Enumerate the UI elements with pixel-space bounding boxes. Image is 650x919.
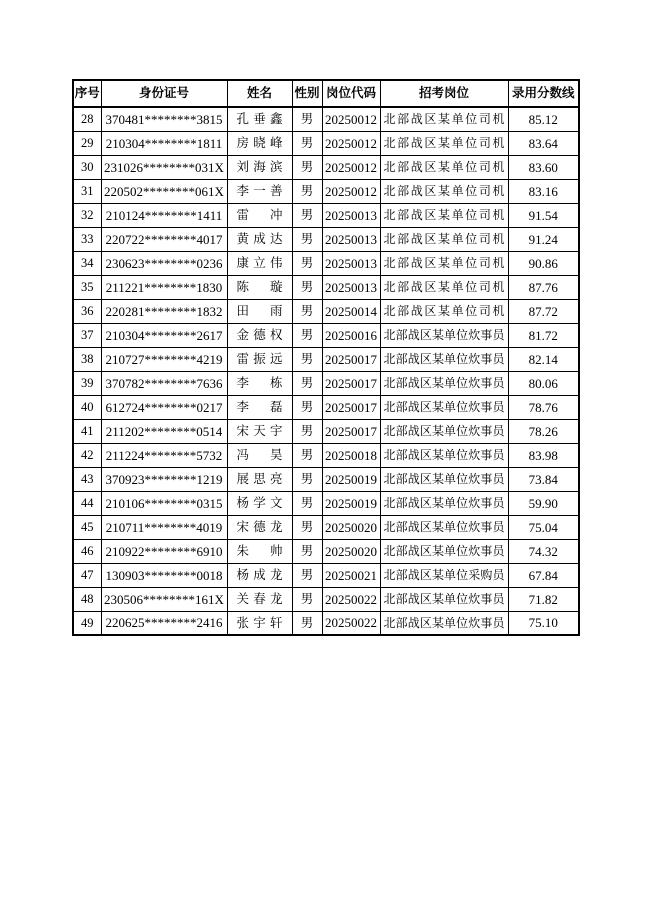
cell-gender: 男 xyxy=(292,419,322,443)
cell-id-number: 130903********0018 xyxy=(101,563,227,587)
cell-post-code: 20250018 xyxy=(322,443,380,467)
table-row xyxy=(73,467,579,491)
cell-id-number: 231026********031X xyxy=(101,155,227,179)
table-body xyxy=(73,107,579,635)
cell-score: 91.54 xyxy=(508,203,579,227)
table-row xyxy=(73,539,579,563)
cell-id-number: 210124********1411 xyxy=(101,203,227,227)
header-index: 序号 xyxy=(73,80,101,107)
cell-index: 31 xyxy=(73,179,101,203)
cell-score: 83.64 xyxy=(508,131,579,155)
cell-name: 关春龙 xyxy=(227,587,292,611)
cell-gender: 男 xyxy=(292,275,322,299)
cell-score: 87.76 xyxy=(508,275,579,299)
cell-name: 田 雨 xyxy=(227,299,292,323)
cell-id-number: 211224********5732 xyxy=(101,443,227,467)
cell-name: 杨学文 xyxy=(227,491,292,515)
cell-post-code: 20250017 xyxy=(322,419,380,443)
cell-post: 北部战区某单位炊事员 xyxy=(380,323,508,347)
cell-post-code: 20250012 xyxy=(322,179,380,203)
cell-id-number: 210922********6910 xyxy=(101,539,227,563)
cell-gender: 男 xyxy=(292,467,322,491)
cell-index: 39 xyxy=(73,371,101,395)
cell-post: 北部战区某单位采购员 xyxy=(380,563,508,587)
table-row xyxy=(73,323,579,347)
cell-post-code: 20250017 xyxy=(322,371,380,395)
cell-gender: 男 xyxy=(292,203,322,227)
cell-post: 北部战区某单位司机 xyxy=(380,227,508,251)
cell-id-number: 220502********061X xyxy=(101,179,227,203)
table-row xyxy=(73,131,579,155)
cell-index: 45 xyxy=(73,515,101,539)
cell-gender: 男 xyxy=(292,395,322,419)
cell-score: 75.10 xyxy=(508,611,579,635)
cell-score: 59.90 xyxy=(508,491,579,515)
cell-score: 87.72 xyxy=(508,299,579,323)
table-row xyxy=(73,275,579,299)
table-row xyxy=(73,371,579,395)
cell-score: 74.32 xyxy=(508,539,579,563)
cell-gender: 男 xyxy=(292,131,322,155)
cell-index: 42 xyxy=(73,443,101,467)
cell-post-code: 20250017 xyxy=(322,395,380,419)
cell-name: 李 栋 xyxy=(227,371,292,395)
cell-gender: 男 xyxy=(292,107,322,131)
table-row xyxy=(73,227,579,251)
cell-name: 张宇轩 xyxy=(227,611,292,635)
cell-post: 北部战区某单位司机 xyxy=(380,299,508,323)
cell-post: 北部战区某单位炊事员 xyxy=(380,347,508,371)
cell-post: 北部战区某单位炊事员 xyxy=(380,419,508,443)
cell-id-number: 220625********2416 xyxy=(101,611,227,635)
cell-post-code: 20250019 xyxy=(322,467,380,491)
table-row xyxy=(73,395,579,419)
cell-index: 34 xyxy=(73,251,101,275)
cell-gender: 男 xyxy=(292,587,322,611)
cell-name: 朱 帅 xyxy=(227,539,292,563)
header-post: 招考岗位 xyxy=(380,80,508,107)
cell-post: 北部战区某单位炊事员 xyxy=(380,587,508,611)
cell-id-number: 211221********1830 xyxy=(101,275,227,299)
cell-gender: 男 xyxy=(292,443,322,467)
header-gender: 性别 xyxy=(292,80,322,107)
cell-index: 36 xyxy=(73,299,101,323)
cell-name: 孔垂鑫 xyxy=(227,107,292,131)
cell-score: 80.06 xyxy=(508,371,579,395)
cell-gender: 男 xyxy=(292,227,322,251)
cell-score: 83.60 xyxy=(508,155,579,179)
header-id-number: 身份证号 xyxy=(101,80,227,107)
cell-gender: 男 xyxy=(292,155,322,179)
table-row xyxy=(73,443,579,467)
cell-post-code: 20250013 xyxy=(322,251,380,275)
cell-score: 82.14 xyxy=(508,347,579,371)
cell-post-code: 20250013 xyxy=(322,227,380,251)
cell-id-number: 370481********3815 xyxy=(101,107,227,131)
cell-id-number: 370782********7636 xyxy=(101,371,227,395)
cell-post: 北部战区某单位炊事员 xyxy=(380,395,508,419)
cell-post-code: 20250021 xyxy=(322,563,380,587)
cell-name: 雷 冲 xyxy=(227,203,292,227)
cell-post: 北部战区某单位炊事员 xyxy=(380,443,508,467)
cell-index: 29 xyxy=(73,131,101,155)
cell-post: 北部战区某单位司机 xyxy=(380,203,508,227)
cell-score: 81.72 xyxy=(508,323,579,347)
table-row xyxy=(73,203,579,227)
table-row xyxy=(73,251,579,275)
cell-name: 康立伟 xyxy=(227,251,292,275)
cell-index: 41 xyxy=(73,419,101,443)
cell-post: 北部战区某单位司机 xyxy=(380,275,508,299)
cell-index: 49 xyxy=(73,611,101,635)
cell-post-code: 20250016 xyxy=(322,323,380,347)
table-row xyxy=(73,107,579,131)
table-row xyxy=(73,179,579,203)
cell-post: 北部战区某单位司机 xyxy=(380,179,508,203)
cell-id-number: 210304********2617 xyxy=(101,323,227,347)
cell-name: 房晓峰 xyxy=(227,131,292,155)
cell-id-number: 612724********0217 xyxy=(101,395,227,419)
table-row xyxy=(73,299,579,323)
table-row xyxy=(73,563,579,587)
cell-post-code: 20250017 xyxy=(322,347,380,371)
table-row xyxy=(73,419,579,443)
cell-post: 北部战区某单位司机 xyxy=(380,251,508,275)
cell-name: 陈 璇 xyxy=(227,275,292,299)
cell-gender: 男 xyxy=(292,323,322,347)
cell-name: 刘海滨 xyxy=(227,155,292,179)
table-header-row xyxy=(73,80,579,107)
header-name: 姓名 xyxy=(227,80,292,107)
cell-score: 75.04 xyxy=(508,515,579,539)
cell-post-code: 20250022 xyxy=(322,587,380,611)
cell-index: 44 xyxy=(73,491,101,515)
cell-score: 78.76 xyxy=(508,395,579,419)
cell-id-number: 220281********1832 xyxy=(101,299,227,323)
table-row xyxy=(73,347,579,371)
cell-gender: 男 xyxy=(292,611,322,635)
cell-score: 71.82 xyxy=(508,587,579,611)
cell-id-number: 211202********0514 xyxy=(101,419,227,443)
cell-name: 宋德龙 xyxy=(227,515,292,539)
header-post-code: 岗位代码 xyxy=(322,80,380,107)
cell-post-code: 20250020 xyxy=(322,539,380,563)
cell-post-code: 20250012 xyxy=(322,155,380,179)
cell-index: 33 xyxy=(73,227,101,251)
cell-id-number: 230506********161X xyxy=(101,587,227,611)
cell-gender: 男 xyxy=(292,299,322,323)
cell-gender: 男 xyxy=(292,539,322,563)
cell-post: 北部战区某单位炊事员 xyxy=(380,539,508,563)
cell-index: 30 xyxy=(73,155,101,179)
cell-post: 北部战区某单位炊事员 xyxy=(380,467,508,491)
cell-index: 38 xyxy=(73,347,101,371)
cell-id-number: 370923********1219 xyxy=(101,467,227,491)
cell-score: 90.86 xyxy=(508,251,579,275)
cell-post: 北部战区某单位司机 xyxy=(380,107,508,131)
cell-post: 北部战区某单位司机 xyxy=(380,131,508,155)
cell-name: 李一善 xyxy=(227,179,292,203)
cell-name: 李 磊 xyxy=(227,395,292,419)
cell-score: 91.24 xyxy=(508,227,579,251)
cell-score: 83.98 xyxy=(508,443,579,467)
cell-gender: 男 xyxy=(292,515,322,539)
cell-gender: 男 xyxy=(292,347,322,371)
cell-score: 73.84 xyxy=(508,467,579,491)
cell-score: 83.16 xyxy=(508,179,579,203)
cell-post: 北部战区某单位炊事员 xyxy=(380,515,508,539)
header-score: 录用分数线 xyxy=(508,80,579,107)
cell-index: 28 xyxy=(73,107,101,131)
cell-index: 35 xyxy=(73,275,101,299)
cell-index: 46 xyxy=(73,539,101,563)
cell-post: 北部战区某单位炊事员 xyxy=(380,491,508,515)
cell-id-number: 210304********1811 xyxy=(101,131,227,155)
cell-post-code: 20250013 xyxy=(322,275,380,299)
table-row xyxy=(73,155,579,179)
cell-index: 32 xyxy=(73,203,101,227)
cell-post-code: 20250013 xyxy=(322,203,380,227)
cell-index: 48 xyxy=(73,587,101,611)
cell-name: 雷振远 xyxy=(227,347,292,371)
table-row xyxy=(73,491,579,515)
cell-score: 67.84 xyxy=(508,563,579,587)
table-row xyxy=(73,587,579,611)
cell-id-number: 220722********4017 xyxy=(101,227,227,251)
cell-score: 85.12 xyxy=(508,107,579,131)
cell-post: 北部战区某单位司机 xyxy=(380,155,508,179)
cell-post-code: 20250012 xyxy=(322,107,380,131)
cell-post-code: 20250014 xyxy=(322,299,380,323)
cell-post-code: 20250022 xyxy=(322,611,380,635)
cell-index: 40 xyxy=(73,395,101,419)
cell-gender: 男 xyxy=(292,179,322,203)
cell-id-number: 210106********0315 xyxy=(101,491,227,515)
cell-post-code: 20250020 xyxy=(322,515,380,539)
cell-index: 43 xyxy=(73,467,101,491)
cell-id-number: 210711********4019 xyxy=(101,515,227,539)
cell-id-number: 210727********4219 xyxy=(101,347,227,371)
cell-index: 47 xyxy=(73,563,101,587)
table-row xyxy=(73,515,579,539)
cell-post: 北部战区某单位炊事员 xyxy=(380,371,508,395)
cell-name: 宋天宇 xyxy=(227,419,292,443)
cell-name: 杨成龙 xyxy=(227,563,292,587)
cell-id-number: 230623********0236 xyxy=(101,251,227,275)
cell-name: 冯 昊 xyxy=(227,443,292,467)
recruitment-score-table xyxy=(72,79,580,636)
cell-gender: 男 xyxy=(292,491,322,515)
cell-name: 金德权 xyxy=(227,323,292,347)
cell-gender: 男 xyxy=(292,251,322,275)
cell-post: 北部战区某单位炊事员 xyxy=(380,611,508,635)
cell-score: 78.26 xyxy=(508,419,579,443)
cell-gender: 男 xyxy=(292,371,322,395)
cell-index: 37 xyxy=(73,323,101,347)
cell-gender: 男 xyxy=(292,563,322,587)
cell-name: 黄成达 xyxy=(227,227,292,251)
cell-post-code: 20250012 xyxy=(322,131,380,155)
cell-post-code: 20250019 xyxy=(322,491,380,515)
table-row xyxy=(73,611,579,635)
cell-name: 展思亮 xyxy=(227,467,292,491)
